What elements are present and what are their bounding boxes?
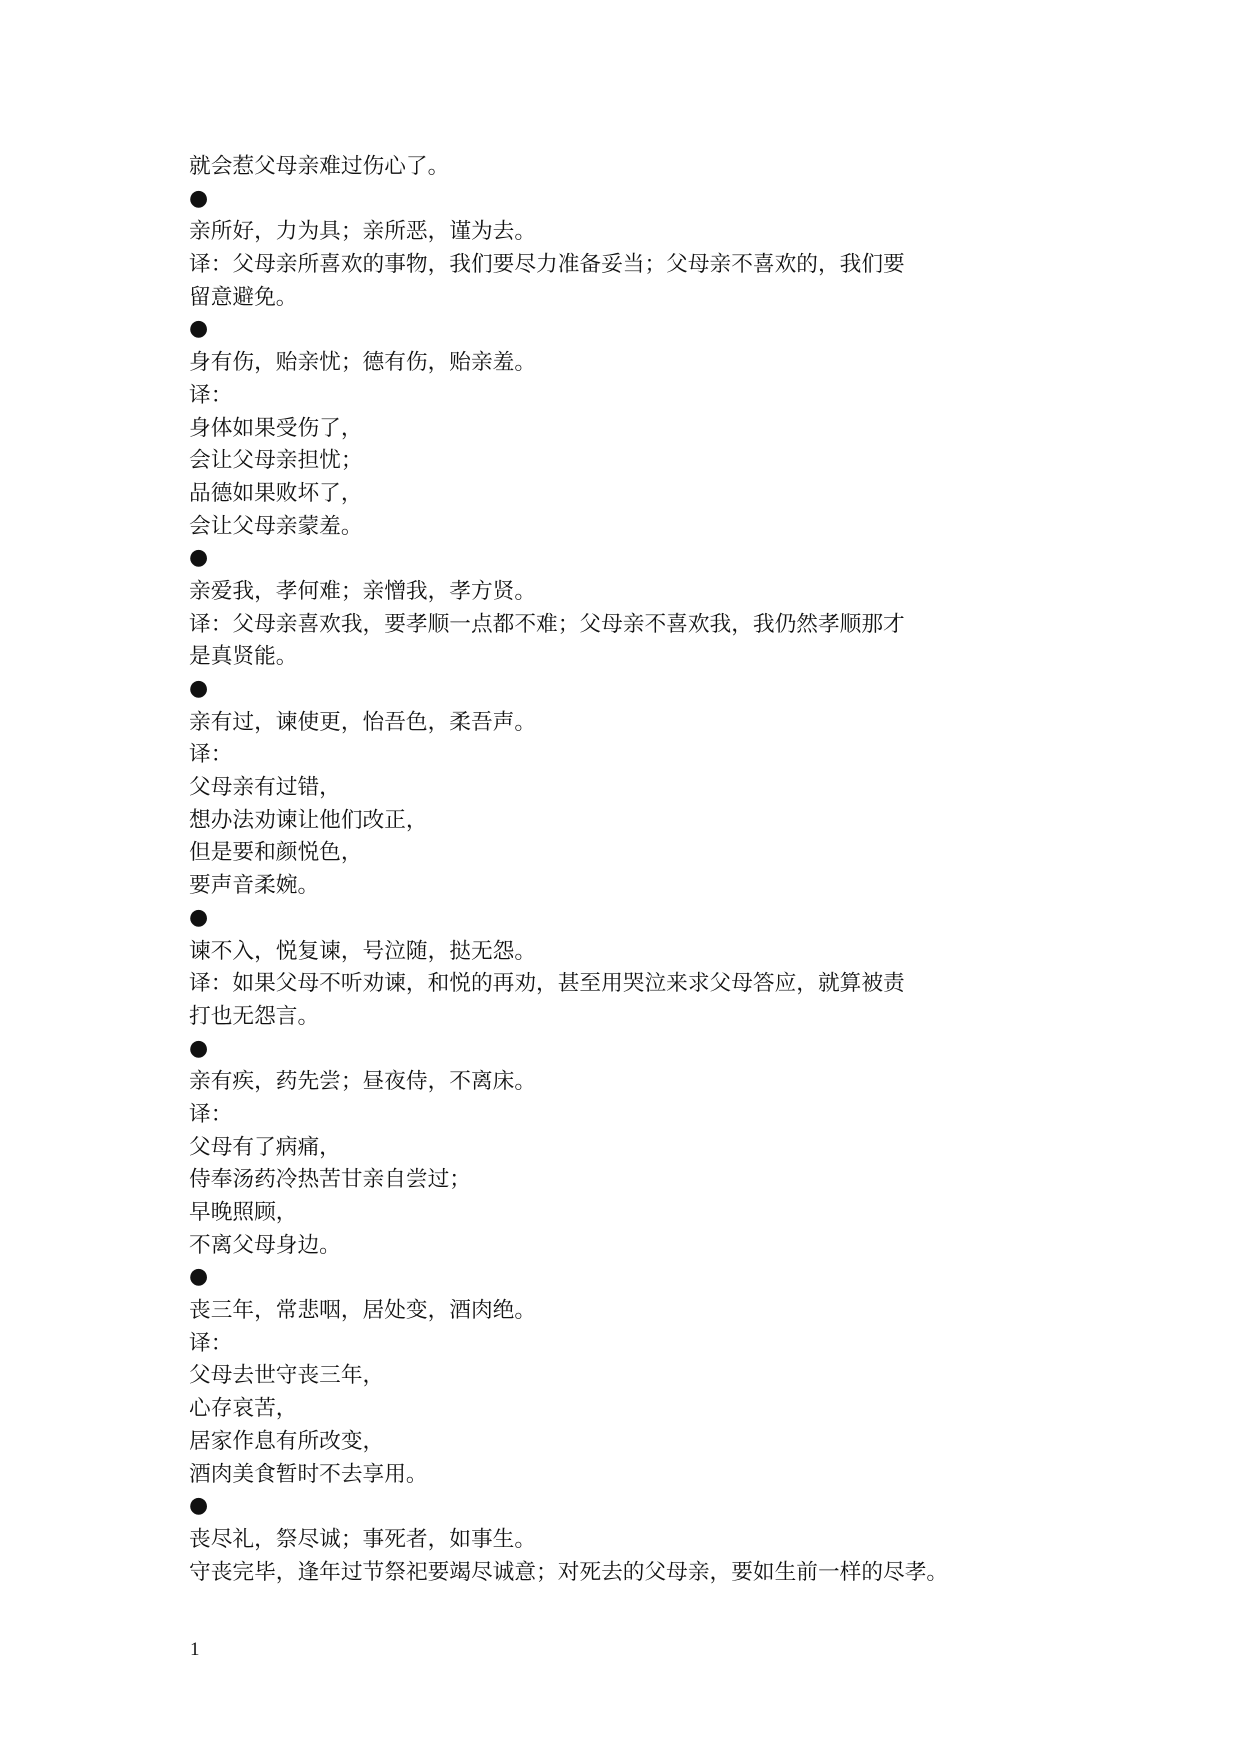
translation-line: 不离父母身边。 (189, 1232, 341, 1257)
verse-line: 亲有过，谏使更，怡吾色，柔吾声。 (189, 709, 537, 734)
verse-line: 谏不入，悦复谏，号泣随，挞无怨。 (189, 938, 537, 963)
page-number: 1 (190, 1639, 200, 1660)
translation-line: 想办法劝谏让他们改正， (189, 807, 428, 832)
entry (189, 1033, 1189, 1262)
entry (189, 673, 1189, 902)
translation-line: 酒肉美食暂时不去享用。 (189, 1461, 428, 1486)
translation-line: 品德如果败坏了， (189, 480, 363, 505)
translation-line: 译：父母亲喜欢我，要孝顺一点都不难；父母亲不喜欢我，我仍然孝顺那才 (189, 611, 905, 636)
continuation-line: 就会惹父母亲难过伤心了。 (189, 154, 450, 178)
entry (189, 313, 1189, 542)
translation-line: 译：如果父母不听劝谏，和悦的再劝，甚至用哭泣来求父母答应，就算被责 (189, 971, 905, 996)
translation-line: 但是要和颜悦色， (189, 840, 363, 865)
entry (189, 542, 1189, 673)
translation-line: 译： (189, 1330, 233, 1355)
translation-line: 父母有了病痛， (189, 1134, 341, 1159)
verse-line: 亲有疾，药先尝；昼夜侍，不离床。 (189, 1069, 537, 1094)
bullet-icon: ● (189, 185, 209, 211)
entry (189, 1261, 1189, 1490)
translation-line: 侍奉汤药冷热苦甘亲自尝过； (189, 1167, 471, 1192)
verse-line: 丧尽礼，祭尽诚；事死者，如事生。 (189, 1526, 537, 1551)
bullet-icon: ● (189, 904, 209, 930)
translation-line: 早晚照顾， (189, 1200, 298, 1224)
entry (189, 1490, 1189, 1588)
translation-line: 译：父母亲所喜欢的事物，我们要尽力准备妥当；父母亲不喜欢的，我们要 (189, 252, 905, 277)
bullet-icon: ● (189, 316, 209, 342)
verse-line: 亲所好，力为具；亲所恶，谨为去。 (189, 219, 537, 244)
translation-line: 译： (189, 1101, 233, 1126)
translation-line: 会让父母亲担忧； (189, 448, 363, 473)
bullet-icon: ● (189, 676, 209, 701)
translation-line: 守丧完毕，逢年过节祭祀要竭尽诚意；对死去的父母亲，要如生前一样的尽孝。 (189, 1559, 949, 1584)
verse-line: 身有伤，贻亲忧；德有伤，贻亲羞。 (189, 350, 537, 375)
translation-line: 居家作息有所改变， (189, 1428, 385, 1453)
translation-line: 会让父母亲蒙羞。 (189, 513, 363, 538)
entry (189, 183, 1189, 314)
translation-line: 译： (189, 742, 233, 767)
bullet-icon: ● (189, 545, 209, 571)
bullet-icon: ● (189, 1264, 209, 1290)
document-body (189, 150, 1189, 1588)
translation-line: 要声音柔婉。 (189, 873, 320, 898)
translation-line: 留意避免。 (189, 284, 298, 309)
verse-line: 亲爱我，孝何难；亲憎我，孝方贤。 (189, 578, 537, 603)
translation-line: 身体如果受伤了， (189, 415, 363, 440)
bullet-icon: ● (189, 1035, 209, 1061)
translation-line: 译： (189, 382, 233, 407)
translation-line: 心存哀苦， (189, 1396, 298, 1421)
translation-line: 是真贤能。 (189, 644, 298, 669)
translation-line: 父母去世守丧三年， (189, 1363, 385, 1388)
verse-line: 丧三年，常悲咽，居处变，酒肉绝。 (189, 1298, 537, 1323)
entry (189, 902, 1189, 1033)
translation-line: 父母亲有过错， (189, 775, 341, 800)
bullet-icon: ● (189, 1493, 209, 1519)
translation-line: 打也无怨言。 (189, 1003, 320, 1028)
